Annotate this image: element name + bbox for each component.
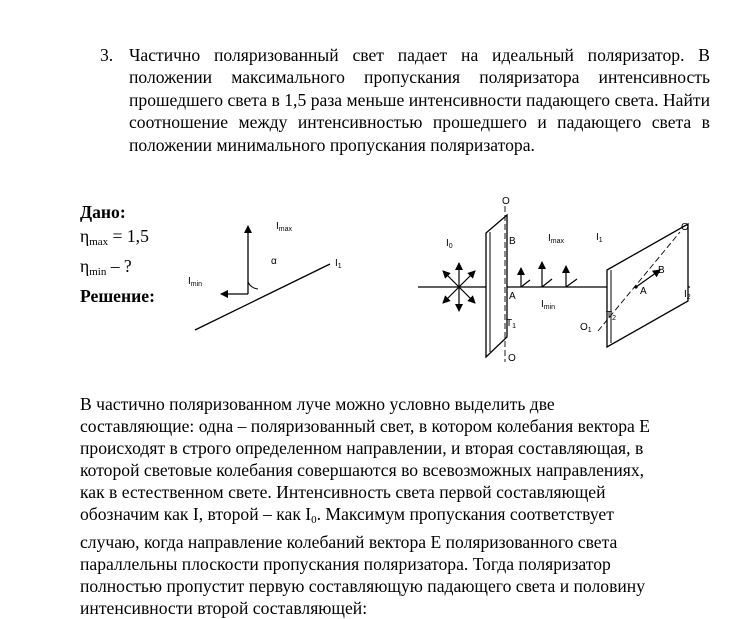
body-line: В частично поляризованном луче можно условно выделить две [80, 394, 555, 414]
problem-number: 3. [100, 45, 114, 65]
label-o1: $O_1$ [580, 322, 592, 334]
solution-body [80, 393, 700, 619]
polarizer-plate [486, 215, 507, 357]
label-o-top: O [502, 196, 510, 207]
solution-header: Решение: [80, 286, 155, 306]
fig1-i1-label: $I_1$ [335, 258, 342, 270]
label-o-right: O [681, 222, 689, 233]
eta-min-symbol: η [80, 256, 90, 276]
label-t2: $T_2$ [606, 310, 617, 322]
label-b-right: B [658, 265, 665, 276]
alpha-arc [248, 282, 258, 289]
polarized-arrows [521, 262, 577, 287]
body-line: которой световые колебания совершаются во всевозможных направлениях, [80, 460, 645, 480]
point-a-dot [634, 285, 637, 288]
body-line: происходят в строго определенном направлении, и вторая составляющая, в [80, 438, 644, 458]
label-i1: $I_1$ [596, 232, 603, 244]
body-line: интенсивности второй составляющей: [80, 598, 368, 618]
eta-max-value: = 1,5 [108, 226, 149, 246]
label-i0: $I_0$ [446, 238, 453, 250]
label-i2: $I_2$ [684, 289, 691, 301]
analyzer-plate [607, 224, 688, 347]
label-a-right: A [640, 286, 647, 297]
body-line: случаю, когда направление колебаний вектора E поляризованного света [80, 532, 618, 552]
fig1-imax-label: $I_{max}$ [276, 221, 293, 233]
label-imin: $I_{min}$ [541, 299, 556, 311]
fig1-imin-label: $I_{min}$ [188, 276, 203, 288]
label-o-bottom: O [508, 353, 516, 364]
label-t1: $T_1$ [506, 318, 517, 330]
label-a-left: A [509, 291, 516, 302]
body-line: составляющие: одна – поляризованный свет, в котором колебания вектора E [80, 416, 651, 436]
eta-min-value: – ? [106, 256, 132, 276]
fig1-alpha-label: α [271, 256, 277, 267]
eta-max-symbol: η [80, 226, 90, 246]
body-line: полностью пропустит первую составляющую падающего света и половину [80, 576, 646, 596]
label-b-left: B [509, 236, 516, 247]
body-line: обозначим как I, второй – как $I_0$. Максимум пропускания соответствует [80, 504, 614, 526]
eta-max-sub: max [89, 236, 109, 248]
given-header: Дано: [80, 202, 126, 222]
eta-min-sub: min [89, 266, 107, 278]
body-line: как в естественном свете. Интенсивность света первой составляющей [80, 482, 606, 502]
polarizer-plane-line [195, 264, 330, 330]
body-line: параллельны плоскости пропускания поляризатора. Тогда поляризатор [80, 554, 611, 574]
label-imax: $I_{max}$ [548, 233, 565, 245]
problem-text: Частично поляризованный свет падает на идеальный поляризатор. В положении максимального пропускания поляризатора интенсивность прошедшего света в 1,5 раза меньше интенсивности падающего света. Найти соотношение между интенсивностью прошедшего и падающего света в положении минимального пропускания поляризатора. [129, 45, 710, 155]
figure-polarizer-analyzer [418, 196, 691, 364]
